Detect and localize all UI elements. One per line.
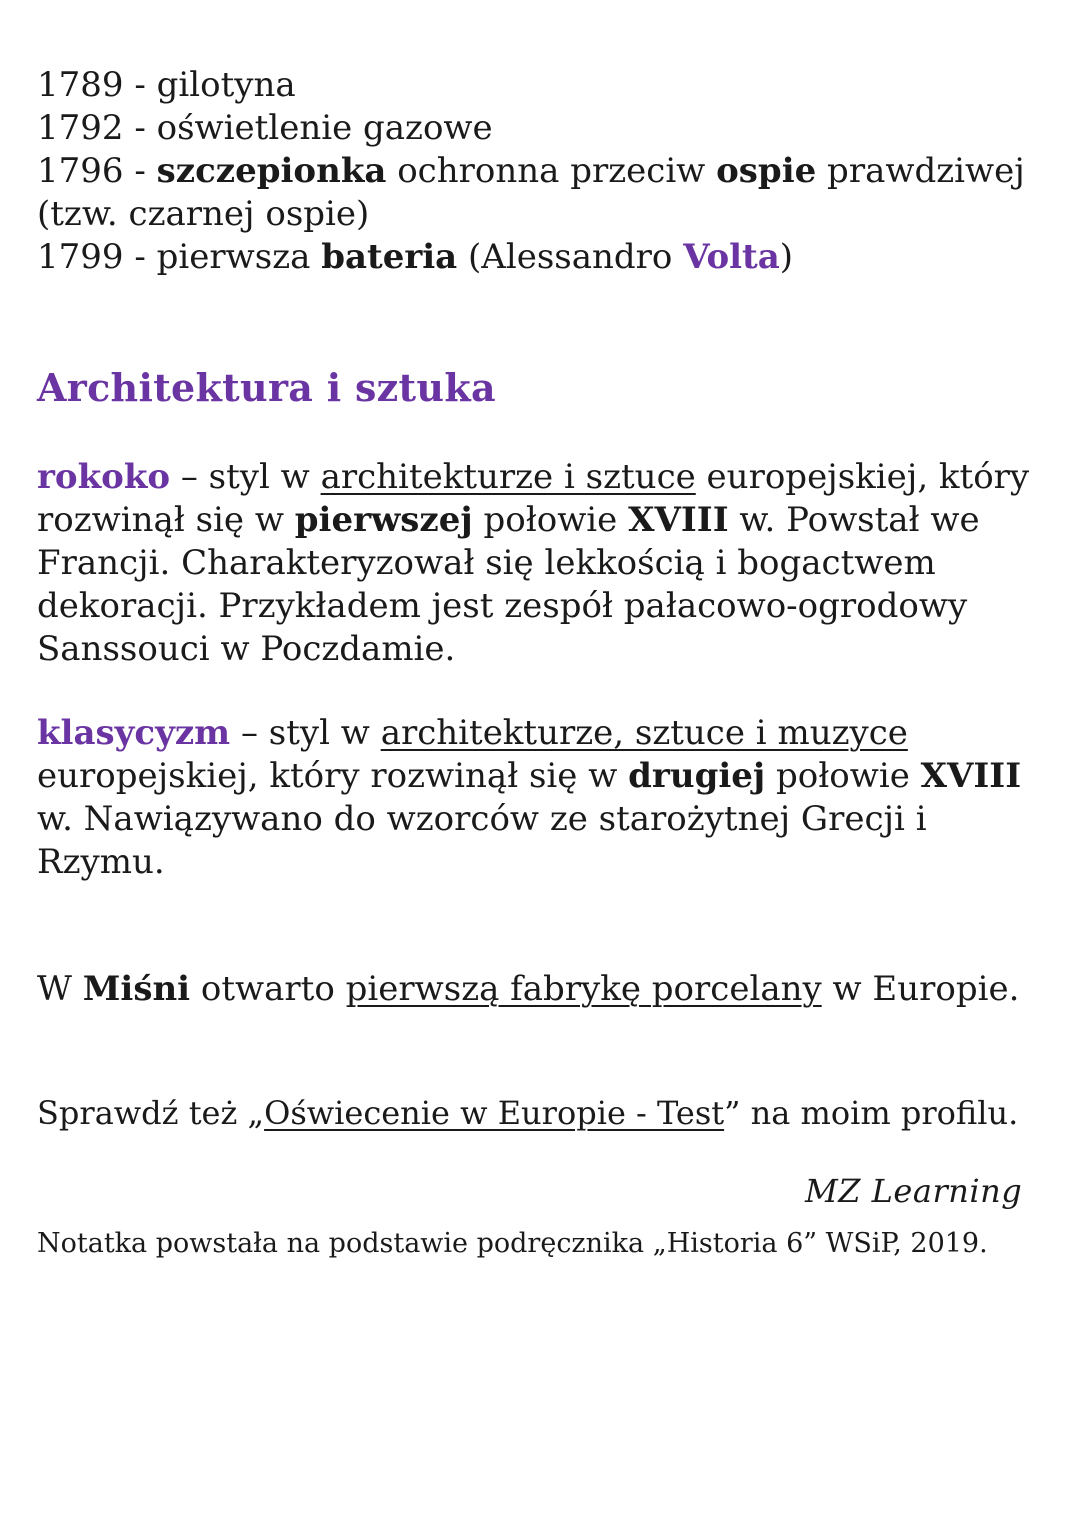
timeline-text: gilotyna: [156, 65, 296, 105]
bold-place: Miśni: [82, 969, 191, 1009]
underlined-phrase: architekturze, sztuce i muzyce: [380, 713, 908, 753]
document-page: [37, 64, 1047, 1259]
timeline-entry-1789: 1789 - gilotyna: [37, 65, 296, 105]
rokoko-definition: rokoko – styl w architekturze i sztuce europejskiej, który rozwinął się w pierwszej połowie XVIII w. Powstał we Francji. Charakteryzował się lekkością i bogactwem dekoracji. Przykładem jest zespół pałacowo-ogrodowy Sanssouci w Poczdamie.: [37, 457, 1030, 669]
source-note: Notatka powstała na podstawie podręcznika „Historia 6” WSiP, 2019.: [37, 1228, 988, 1259]
bold-term: pierwszej: [294, 500, 473, 540]
bold-century: XVIII: [628, 500, 729, 540]
timeline-entry-1796: 1796 - szczepionka ochronna przeciw ospie prawdziwej (tzw. czarnej ospie): [37, 151, 1025, 234]
term-rokoko: rokoko: [37, 457, 171, 497]
bold-term: bateria: [321, 237, 458, 277]
inventor-name: Volta: [683, 237, 780, 277]
check-also-line: Sprawdź też „Oświecenie w Europie - Test” na moim profilu.: [37, 1094, 1019, 1132]
timeline-year: 1789: [37, 65, 124, 105]
porcelain-fact: W Miśni otwarto pierwszą fabrykę porcelany w Europie.: [37, 969, 1020, 1009]
bold-term: drugiej: [628, 756, 766, 796]
signature-logo: MZ Learning: [805, 1172, 1023, 1210]
bold-century: XVIII: [920, 756, 1022, 796]
bold-term: szczepionka: [156, 151, 387, 191]
timeline-year: 1792: [37, 108, 124, 148]
underlined-phrase: pierwszą fabrykę porcelany: [345, 969, 822, 1009]
invention-timeline: [37, 64, 1047, 279]
timeline-entry-1792: 1792 - oświetlenie gazowe: [37, 108, 493, 148]
bold-term: ospie: [716, 151, 817, 191]
section-heading: Architektura i sztuka: [37, 365, 496, 410]
underlined-phrase: architekturze i sztuce: [320, 457, 696, 497]
timeline-year: 1796: [37, 151, 124, 191]
timeline-text: oświetlenie gazowe: [156, 108, 493, 148]
term-klasycyzm: klasycyzm: [37, 713, 231, 753]
klasycyzm-definition: klasycyzm – styl w architekturze, sztuce i muzyce europejskiej, który rozwinął się w drugiej połowie XVIII w. Nawiązywano do wzorców ze starożytnej Grecji i Rzymu.: [37, 713, 1022, 882]
test-reference-link: Oświecenie w Europie - Test: [264, 1094, 725, 1132]
timeline-entry-1799: 1799 - pierwsza bateria (Alessandro Volta): [37, 237, 794, 277]
timeline-year: 1799: [37, 237, 124, 277]
